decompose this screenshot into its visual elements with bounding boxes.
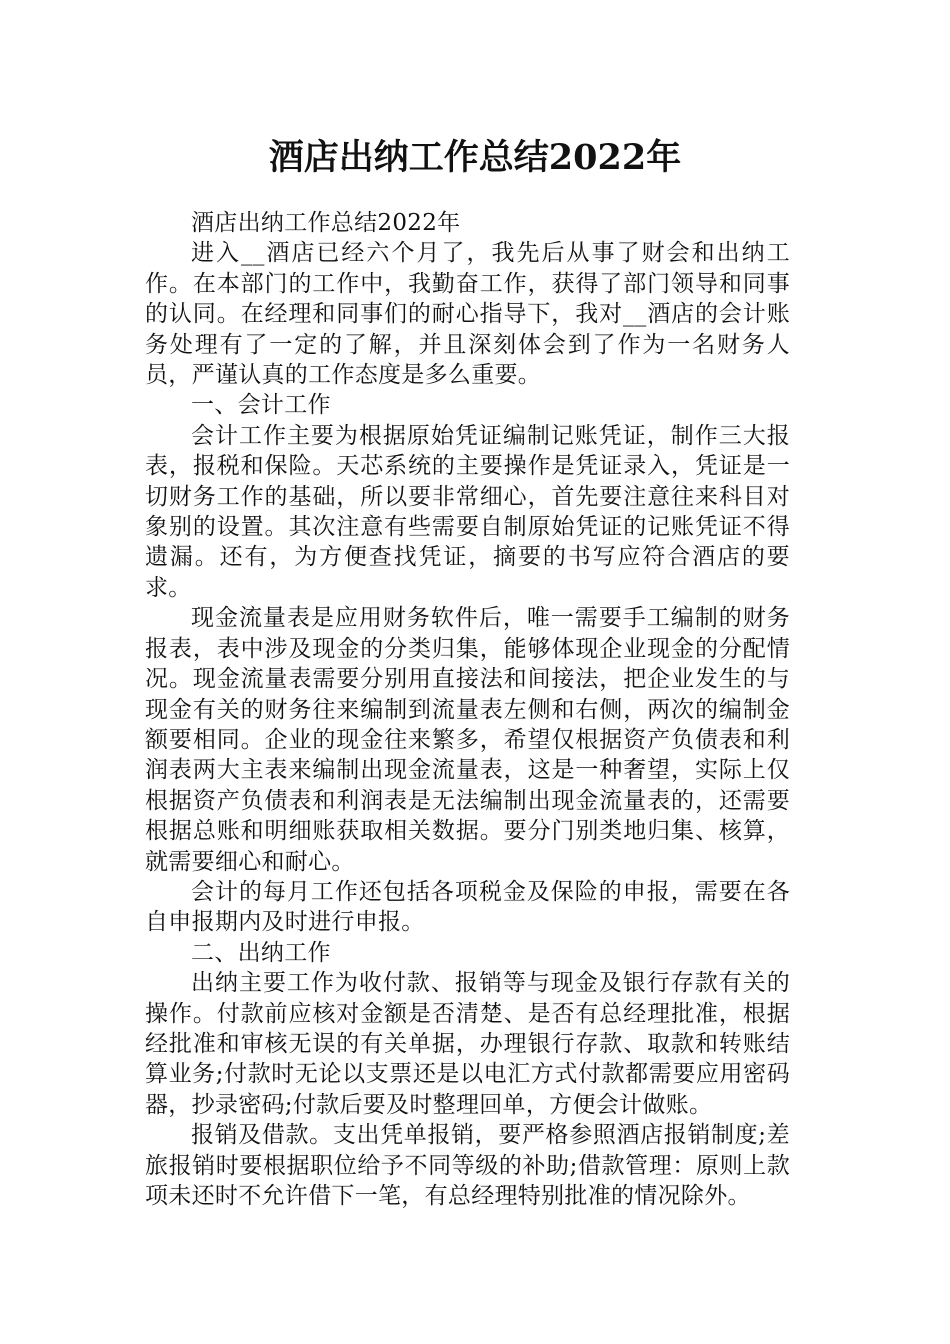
document-title: 酒店出纳工作总结2022年 [268, 137, 682, 178]
subtitle-paragraph: 酒店出纳工作总结2022年 [191, 210, 461, 236]
document-body [145, 208, 790, 1211]
tax-paragraph: 会计的每月工作还包括各项税金及保险的申报，需要在各自申报期内及时进行申报。 [145, 878, 790, 936]
reimbursement-paragraph: 报销及借款。支出凭单报销，要严格参照酒店报销制度;差旅报销时要根据职位给予不同等级的补助;借款管理：原则上款项未还时不允许借下一笔，有总经理特别批准的情况除外。 [145, 1122, 790, 1209]
section-heading-accounting: 一、会计工作 [191, 392, 331, 419]
section-heading-cashier: 二、出纳工作 [191, 939, 331, 966]
cashier-paragraph: 出纳主要工作为收付款、报销等与现金及银行存款有关的操作。付款前应核对金额是否清楚、是否有总经理批准，根据经批准和审核无误的有关单据，办理银行存款、取款和转账结算业务;付款时无论以支票还是以电汇方式付款都需要应用密码器，抄录密码;付款后要及时整理回单，方便会计做账。 [145, 970, 790, 1118]
intro-paragraph: 进入__酒店已经六个月了，我先后从事了财会和出纳工作。在本部门的工作中，我勤奋工作，获得了部门领导和同事的认同。在经理和同事们的耐心指导下，我对__酒店的会计账务处理有了一定的了解，并且深刻体会到了作为一名财务人员，严谨认真的工作态度是多么重要。 [145, 240, 790, 389]
accounting-paragraph: 会计工作主要为根据原始凭证编制记账凭证，制作三大报表，报税和保险。天芯系统的主要操作是凭证录入，凭证是一切财务工作的基础，所以要非常细心，首先要注意往来科目对象别的设置。其次注意有些需要自制原始凭证的记账凭证不得遗漏。还有，为方便查找凭证，摘要的书写应符合酒店的要求。 [145, 422, 790, 601]
cash-flow-paragraph: 现金流量表是应用财务软件后，唯一需要手工编制的财务报表，表中涉及现金的分类归集，能够体现企业现金的分配情况。现金流量表需要分别用直接法和间接法，把企业发生的与现金有关的财务往来编制到流量表左侧和右侧，两次的编制金额要相同。企业的现金往来繁多，希望仅根据资产负债表和利润表两大主表来编制出现金流量表，这是一种奢望，实际上仅根据资产负债表和利润表是无法编制出现金流量表的，还需要根据总账和明细账获取相关数据。要分门别类地归集、核算，就需要细心和耐心。 [145, 605, 790, 875]
